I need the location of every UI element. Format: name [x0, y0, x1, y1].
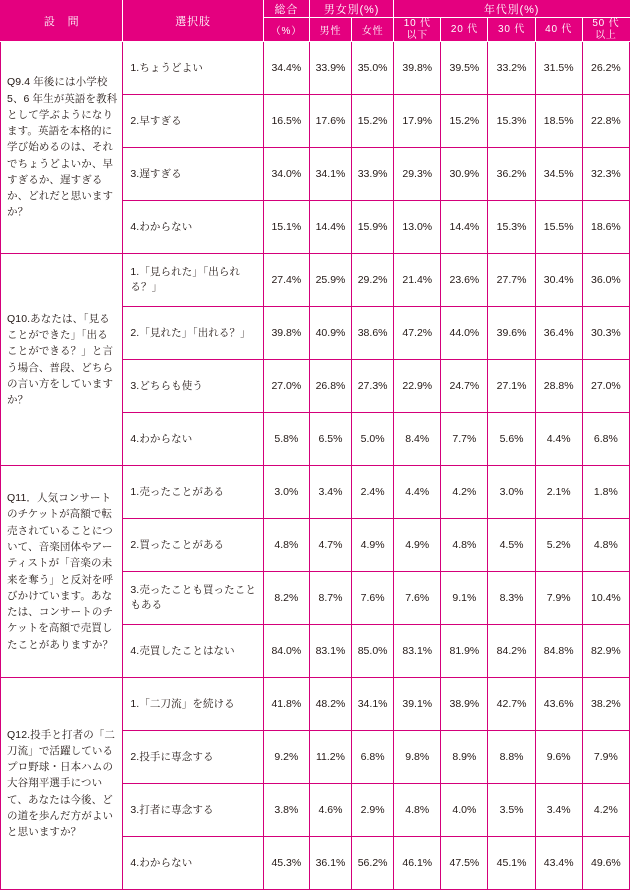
value-total: 84.0%	[263, 625, 309, 678]
value-female: 56.2%	[352, 837, 394, 890]
value-age-30: 4.5%	[488, 519, 535, 572]
value-female: 15.9%	[352, 201, 394, 254]
value-age-40: 43.4%	[535, 837, 582, 890]
value-total: 3.0%	[263, 466, 309, 519]
header-gender: 男女別(%)	[309, 1, 393, 18]
value-age-40: 3.4%	[535, 784, 582, 837]
value-age-40: 43.6%	[535, 678, 582, 731]
value-age-20: 44.0%	[441, 307, 488, 360]
value-age-10: 39.8%	[394, 42, 441, 95]
value-total: 34.4%	[263, 42, 309, 95]
value-male: 6.5%	[309, 413, 351, 466]
option-label: 3.遅すぎる	[123, 148, 263, 201]
value-age-30: 84.2%	[488, 625, 535, 678]
value-age-30: 39.6%	[488, 307, 535, 360]
value-age-20: 30.9%	[441, 148, 488, 201]
option-label: 3.売ったことも買ったこともある	[123, 572, 263, 625]
value-male: 4.6%	[309, 784, 351, 837]
question-text: Q10.あなたは、「見ることができた」「出ることができる？」と言う場合、普段、どちらの言い方をしていますか？	[1, 254, 123, 466]
value-age-50: 82.9%	[582, 625, 629, 678]
header-age-10: 10 代 以下	[394, 18, 441, 42]
value-age-50: 36.0%	[582, 254, 629, 307]
value-male: 26.8%	[309, 360, 351, 413]
value-age-40: 36.4%	[535, 307, 582, 360]
value-age-40: 9.6%	[535, 731, 582, 784]
header-age: 年代別(%)	[394, 1, 630, 18]
value-age-10: 17.9%	[394, 95, 441, 148]
header-age-20: 20 代	[441, 18, 488, 42]
value-age-20: 4.8%	[441, 519, 488, 572]
option-label: 3.どちらも使う	[123, 360, 263, 413]
value-total: 5.8%	[263, 413, 309, 466]
header-male: 男性	[309, 18, 351, 42]
value-age-20: 39.5%	[441, 42, 488, 95]
header-total-unit: （%）	[263, 18, 309, 42]
value-age-30: 8.8%	[488, 731, 535, 784]
value-age-50: 1.8%	[582, 466, 629, 519]
option-label: 4.わからない	[123, 837, 263, 890]
value-age-30: 27.1%	[488, 360, 535, 413]
value-age-30: 15.3%	[488, 201, 535, 254]
value-age-50: 38.2%	[582, 678, 629, 731]
value-age-40: 30.4%	[535, 254, 582, 307]
value-age-50: 26.2%	[582, 42, 629, 95]
value-age-40: 7.9%	[535, 572, 582, 625]
value-male: 3.4%	[309, 466, 351, 519]
value-age-40: 18.5%	[535, 95, 582, 148]
value-age-50: 4.8%	[582, 519, 629, 572]
value-age-50: 27.0%	[582, 360, 629, 413]
header-age-30: 30 代	[488, 18, 535, 42]
option-label: 1.「二刀流」を続ける	[123, 678, 263, 731]
value-age-20: 15.2%	[441, 95, 488, 148]
value-age-50: 6.8%	[582, 413, 629, 466]
value-male: 36.1%	[309, 837, 351, 890]
value-age-10: 4.4%	[394, 466, 441, 519]
option-label: 4.売買したことはない	[123, 625, 263, 678]
value-female: 6.8%	[352, 731, 394, 784]
value-age-30: 42.7%	[488, 678, 535, 731]
value-female: 34.1%	[352, 678, 394, 731]
value-male: 17.6%	[309, 95, 351, 148]
value-age-30: 27.7%	[488, 254, 535, 307]
value-age-40: 34.5%	[535, 148, 582, 201]
value-male: 83.1%	[309, 625, 351, 678]
header-total: 総合	[263, 1, 309, 18]
header-female: 女性	[352, 18, 394, 42]
value-male: 25.9%	[309, 254, 351, 307]
value-female: 35.0%	[352, 42, 394, 95]
value-total: 8.2%	[263, 572, 309, 625]
option-label: 2.早すぎる	[123, 95, 263, 148]
table-row	[1, 254, 630, 307]
value-female: 27.3%	[352, 360, 394, 413]
value-male: 48.2%	[309, 678, 351, 731]
value-total: 27.4%	[263, 254, 309, 307]
table-header	[1, 1, 630, 42]
value-age-10: 47.2%	[394, 307, 441, 360]
value-age-40: 4.4%	[535, 413, 582, 466]
option-label: 1.ちょうどよい	[123, 42, 263, 95]
value-age-20: 4.2%	[441, 466, 488, 519]
value-age-10: 13.0%	[394, 201, 441, 254]
option-label: 4.わからない	[123, 413, 263, 466]
value-male: 34.1%	[309, 148, 351, 201]
value-age-10: 22.9%	[394, 360, 441, 413]
value-age-10: 4.8%	[394, 784, 441, 837]
header-age-50: 50 代 以上	[582, 18, 629, 42]
value-age-20: 23.6%	[441, 254, 488, 307]
option-label: 2.「見れた」「出れる？」	[123, 307, 263, 360]
value-age-50: 30.3%	[582, 307, 629, 360]
value-age-10: 7.6%	[394, 572, 441, 625]
option-label: 1.売ったことがある	[123, 466, 263, 519]
header-age-40: 40 代	[535, 18, 582, 42]
value-age-10: 9.8%	[394, 731, 441, 784]
value-age-20: 7.7%	[441, 413, 488, 466]
value-total: 41.8%	[263, 678, 309, 731]
value-age-40: 31.5%	[535, 42, 582, 95]
value-age-10: 21.4%	[394, 254, 441, 307]
option-label: 2.買ったことがある	[123, 519, 263, 572]
value-female: 38.6%	[352, 307, 394, 360]
value-age-10: 29.3%	[394, 148, 441, 201]
value-female: 7.6%	[352, 572, 394, 625]
value-age-20: 24.7%	[441, 360, 488, 413]
value-age-10: 39.1%	[394, 678, 441, 731]
value-age-20: 9.1%	[441, 572, 488, 625]
value-age-50: 49.6%	[582, 837, 629, 890]
value-age-30: 5.6%	[488, 413, 535, 466]
value-age-50: 4.2%	[582, 784, 629, 837]
value-female: 85.0%	[352, 625, 394, 678]
value-age-30: 3.5%	[488, 784, 535, 837]
value-male: 40.9%	[309, 307, 351, 360]
value-age-30: 33.2%	[488, 42, 535, 95]
value-female: 5.0%	[352, 413, 394, 466]
value-age-30: 8.3%	[488, 572, 535, 625]
value-female: 29.2%	[352, 254, 394, 307]
value-age-50: 22.8%	[582, 95, 629, 148]
value-age-20: 14.4%	[441, 201, 488, 254]
value-total: 3.8%	[263, 784, 309, 837]
value-age-40: 5.2%	[535, 519, 582, 572]
value-age-10: 4.9%	[394, 519, 441, 572]
value-male: 11.2%	[309, 731, 351, 784]
value-total: 39.8%	[263, 307, 309, 360]
value-age-20: 8.9%	[441, 731, 488, 784]
value-male: 4.7%	[309, 519, 351, 572]
header-question: 設 問	[1, 1, 123, 42]
value-total: 4.8%	[263, 519, 309, 572]
question-text: Q12.投手と打者の「二刀流」で活躍しているプロ野球・日本ハムの大谷翔平選手について、あなたは今後、どの道を歩んだ方がよいと思いますか？	[1, 678, 123, 890]
value-age-10: 8.4%	[394, 413, 441, 466]
value-age-50: 18.6%	[582, 201, 629, 254]
value-female: 2.9%	[352, 784, 394, 837]
value-female: 33.9%	[352, 148, 394, 201]
question-text: Q11．人気コンサートのチケットが高額で転売されていることについて、音楽団体やアーティストが「音楽の未来を奪う」と反対を呼びかけています。あなたは、コンサートのチケットを高額で売買したことがありますか？	[1, 466, 123, 678]
table-row	[1, 42, 630, 95]
value-age-20: 4.0%	[441, 784, 488, 837]
value-age-50: 7.9%	[582, 731, 629, 784]
value-age-30: 45.1%	[488, 837, 535, 890]
option-label: 2.投手に専念する	[123, 731, 263, 784]
option-label: 1.「見られた」「出られる？」	[123, 254, 263, 307]
value-total: 27.0%	[263, 360, 309, 413]
value-total: 34.0%	[263, 148, 309, 201]
value-age-50: 10.4%	[582, 572, 629, 625]
value-total: 15.1%	[263, 201, 309, 254]
table-body	[1, 42, 630, 890]
value-age-30: 36.2%	[488, 148, 535, 201]
question-text: Q9.4 年後には小学校 5、6 年生が英語を教科として学ぶようになります。英語を本格的に学び始めるのは、それでちょうどよいか、早すぎるか、遅すぎるか、どれだと思いますか？	[1, 42, 123, 254]
value-male: 33.9%	[309, 42, 351, 95]
value-male: 14.4%	[309, 201, 351, 254]
value-age-40: 28.8%	[535, 360, 582, 413]
value-age-50: 32.3%	[582, 148, 629, 201]
value-total: 16.5%	[263, 95, 309, 148]
option-label: 4.わからない	[123, 201, 263, 254]
value-age-10: 83.1%	[394, 625, 441, 678]
value-female: 4.9%	[352, 519, 394, 572]
table-row	[1, 466, 630, 519]
value-age-20: 47.5%	[441, 837, 488, 890]
value-age-30: 3.0%	[488, 466, 535, 519]
value-total: 45.3%	[263, 837, 309, 890]
value-male: 8.7%	[309, 572, 351, 625]
value-age-40: 15.5%	[535, 201, 582, 254]
value-age-30: 15.3%	[488, 95, 535, 148]
value-total: 9.2%	[263, 731, 309, 784]
value-female: 2.4%	[352, 466, 394, 519]
value-age-20: 38.9%	[441, 678, 488, 731]
table-row	[1, 678, 630, 731]
value-age-10: 46.1%	[394, 837, 441, 890]
value-age-40: 2.1%	[535, 466, 582, 519]
header-option: 選択肢	[123, 1, 263, 42]
value-age-40: 84.8%	[535, 625, 582, 678]
value-female: 15.2%	[352, 95, 394, 148]
value-age-20: 81.9%	[441, 625, 488, 678]
option-label: 3.打者に専念する	[123, 784, 263, 837]
